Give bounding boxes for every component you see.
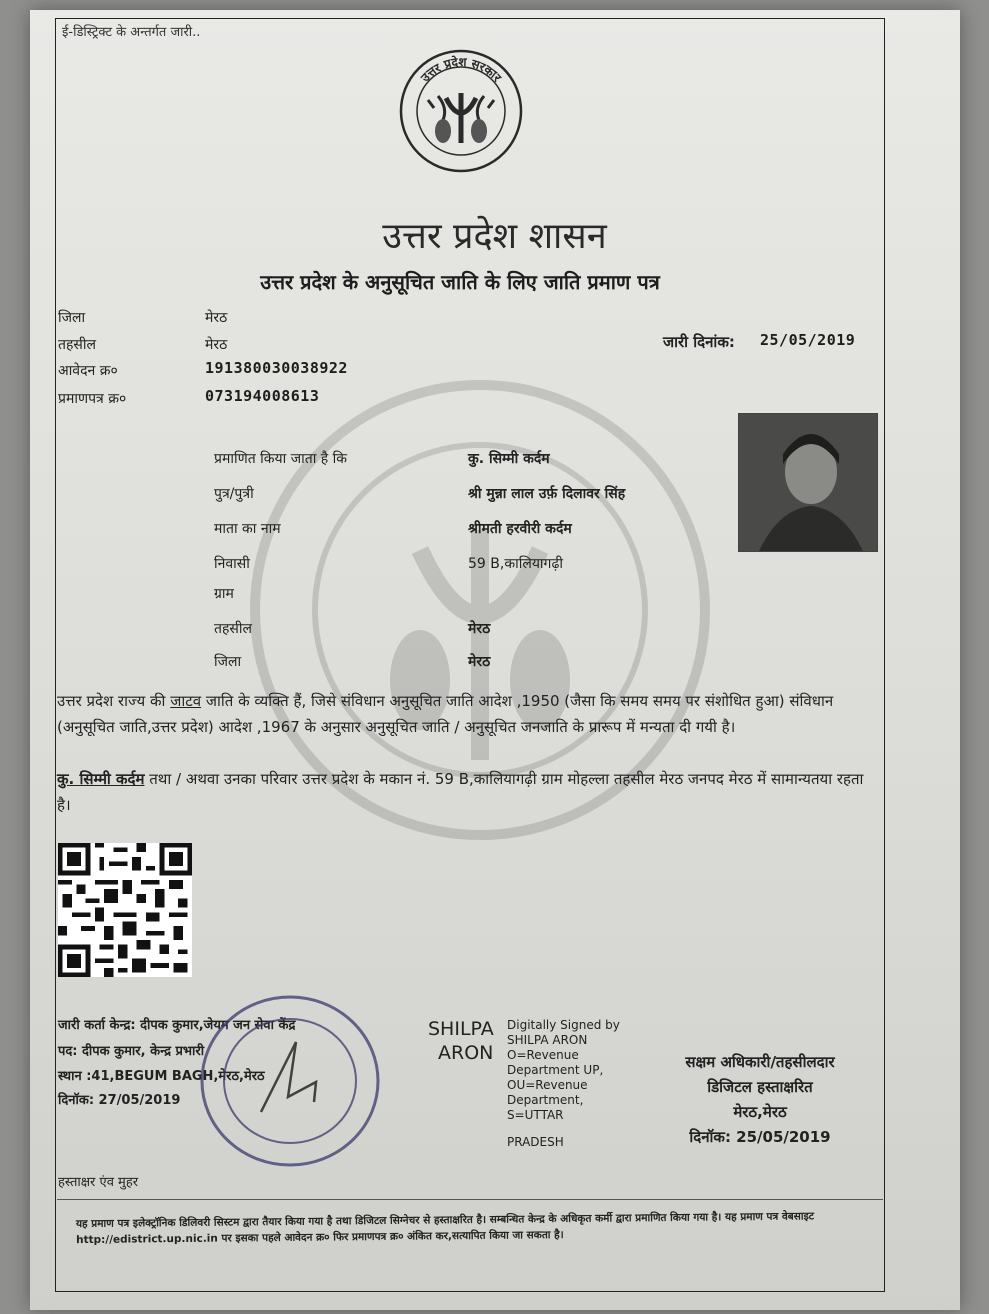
government-title: उत्तर प्रदेश शासन [382,216,607,257]
digital-signature-details: Digitally Signed by SHILPA ARON O=Revenue Department UP, OU=Revenue Department, S=UTTAR PRADESH [507,1018,620,1149]
tehsil-label: तहसील [58,337,96,353]
detail-label: प्रमाणित किया जाता है कि [214,451,348,467]
issuing-centre: जारी कर्ता केन्द्र: दीपक कुमार,जेयम जन सेवा केंद्र [58,1018,296,1033]
officer-signed: डिजिटल हस्ताक्षरित [707,1078,813,1096]
applicant-name-inline: कु. सिम्मी कर्दम [57,770,145,788]
tehsil-value: मेरठ [205,337,228,353]
detail-label: पुत्र/पुत्री [214,486,254,502]
issue-date-label: जारी दिनांक: [663,333,735,351]
officer-date: दिनॉक: 25/05/2019 [689,1128,831,1146]
detail-district-value: मेरठ [468,654,491,670]
issuer-place: स्थान :41,BEGUM BAGH,मेरठ,मेरठ [58,1069,265,1084]
footer-divider [57,1199,883,1200]
digital-signer-name: SHILPA ARON [428,1018,494,1064]
verification-note: यह प्रमाण पत्र इलेक्ट्रॉनिक डिलिवरी सिस्टम द्वारा तैयार किया गया है तथा डिजिटल सिग्नेचर से हस्ताक्षरित है। सम्बन्धित केन्द्र के अधिकृत कर्मी द्वारा प्रमाणित किया गया है। यह प्रमाण पत्र वेबसाइट http://edistrict.up.nic.in पर इसका पहले आवेदन क्र० फिर प्रमाणपत्र क्र० अंकित कर,सत्यापित किया जा सकता है। [75,1210,815,1247]
svg-text:उत्तर प्रदेश सरकार: उत्तर प्रदेश सरकार [417,54,505,85]
qr-code [58,843,192,977]
issue-date-value: 25/05/2019 [760,331,856,349]
officer-block [640,1050,880,1150]
issuer-date: दिनॉक: 27/05/2019 [58,1093,181,1108]
certificate-title: उत्तर प्रदेश के अनुसूचित जाति के लिए जाति प्रमाण पत्र [260,270,660,294]
officer-title: सक्षम अधिकारी/तहसीलदार [685,1053,835,1071]
certificate-number-label: प्रमाणपत्र क्र० [58,391,127,407]
certificate-number-value: 073194008613 [205,387,320,405]
detail-tehsil-value: मेरठ [468,621,491,637]
application-number-value: 191380030038922 [205,359,348,377]
father-name: श्री मुन्ना लाल उर्फ़ दिलावर सिंह [468,486,626,502]
caste-name: जाटव [170,692,202,710]
residence-value: 59 B,कालियागढ़ी [468,556,563,572]
detail-label: तहसील [214,621,252,637]
detail-label: माता का नाम [214,521,281,537]
district-label: जिला [58,310,86,326]
mother-name: श्रीमती हरवीरी कर्दम [468,521,572,537]
residence-statement: कु. सिम्मी कर्दम तथा / अथवा उनका परिवार उत्तर प्रदेश के मकान नं. 59 B,कालियागढ़ी ग्राम मोहल्ला तहसील मेरठ जनपद मेरठ में सामान्यतया रहता है। [57,770,864,814]
application-number-label: आवेदन क्र० [58,363,118,379]
up-government-emblem-icon [398,48,524,174]
centre-stamp-icon [196,992,384,1170]
district-value: मेरठ [205,310,228,326]
signature-seal-label: हस्ताक्षर एंव मुहर [58,1175,139,1190]
applicant-name: कु. सिम्मी कर्दम [468,451,550,467]
issuer-post: पद: दीपक कुमार, केन्द्र प्रभारी [58,1044,205,1059]
officer-place: मेरठ,मेरठ [733,1103,787,1121]
detail-label: जिला [214,654,242,670]
detail-label: ग्राम [214,586,234,602]
caste-statement: उत्तर प्रदेश राज्य की जाटव जाति के व्यक्ति हैं, जिसे संविधान अनुसूचित जाति आदेश ,1950 (जैसा कि समय समय पर संशोधित हुआ) संविधान (अनुसूचित जाति,उत्तर प्रदेश) आदेश ,1967 के अनुसार अनुसूचित जाति / अनुसूचित जनजाति के प्रारूप में मन्यता दी गयी है। [57,692,834,736]
header-note: ई-डिस्ट्रिक्ट के अन्तर्गत जारी.. [62,25,201,40]
applicant-photo [738,413,878,552]
detail-label: निवासी [214,556,250,572]
